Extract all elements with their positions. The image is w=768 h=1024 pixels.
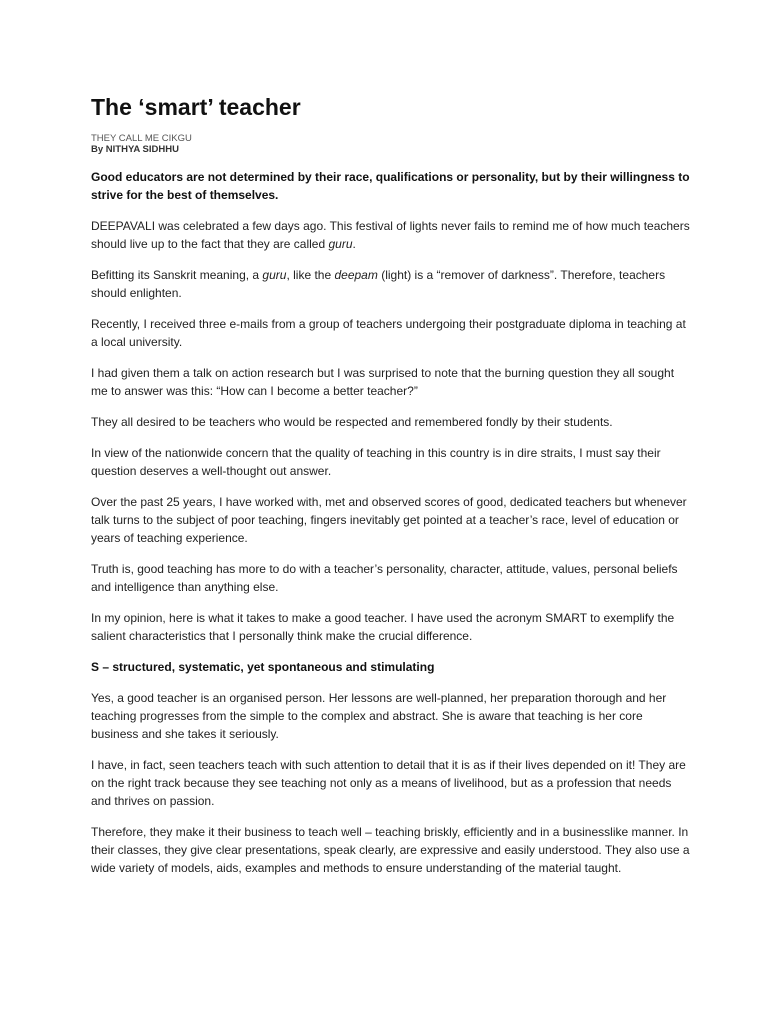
paragraph-4: I had given them a talk on action research but I was surprised to note that the burning question they all sought me to answer was this: “How can I become a better teacher?” bbox=[91, 366, 675, 398]
paragraph-1-text: DEEPAVALI was celebrated a few days ago. This festival of lights never fails to remind me of how much teachers should live up to the fact that they are called bbox=[91, 219, 690, 251]
paragraph-9: In my opinion, here is what it takes to make a good teacher. I have used the acronym SMART to exemplify the salient characteristics that I personally think make the crucial difference. bbox=[91, 611, 675, 643]
paragraph-2-text-b: , like the bbox=[286, 268, 335, 282]
byline: By NITHYA SIDHHU bbox=[91, 144, 179, 155]
paragraph-8: Truth is, good teaching has more to do with a teacher’s personality, character, attitude, values, personal beliefs and intelligence than anything else. bbox=[91, 562, 678, 594]
paragraph-1 bbox=[91, 217, 692, 253]
article-lede: Good educators are not determined by their race, qualifications or personality, but by their willingness to strive for the best of themselves. bbox=[91, 170, 690, 202]
paragraph-3: Recently, I received three e-mails from a group of teachers undergoing their postgraduate diploma in teaching at a local university. bbox=[91, 317, 686, 349]
paragraph-1-end: . bbox=[352, 237, 356, 251]
paragraph-2-italic-deepam: deepam bbox=[334, 268, 378, 282]
paragraph-6: In view of the nationwide concern that the quality of teaching in this country is in dire straits, I must say their question deserves a well-thought out answer. bbox=[91, 446, 661, 478]
paragraph-10: Yes, a good teacher is an organised person. Her lessons are well-planned, her preparation thorough and her teaching progresses from the simple to the complex and abstract. She is aware that teaching is her core business and she takes it seriously. bbox=[91, 691, 667, 741]
paragraph-2 bbox=[91, 266, 692, 302]
paragraph-1-italic: guru bbox=[328, 237, 353, 251]
article-title: The ‘smart’ teacher bbox=[91, 94, 301, 120]
paragraph-2-italic-guru: guru bbox=[262, 268, 287, 282]
section-heading-s: S – structured, systematic, yet spontaneous and stimulating bbox=[91, 660, 435, 674]
paragraph-2-text-a: Befitting its Sanskrit meaning, a bbox=[91, 268, 263, 282]
paragraph-5: They all desired to be teachers who would be respected and remembered fondly by their students. bbox=[91, 415, 613, 429]
paragraph-7: Over the past 25 years, I have worked with, met and observed scores of good, dedicated teachers but whenever talk turns to the subject of poor teaching, fingers inevitably get pointed at a teacher’s race, level of education or years of teaching experience. bbox=[91, 495, 687, 545]
paragraph-12: Therefore, they make it their business to teach well – teaching briskly, efficiently and in a businesslike manner. In their classes, they give clear presentations, speak clearly, are expressive and easily understood. They also use a wide variety of models, aids, examples and methods to ensure understanding of the material taught. bbox=[91, 825, 690, 875]
article-meta bbox=[91, 133, 692, 155]
paragraph-11: I have, in fact, seen teachers teach with such attention to detail that it is as if their lives depended on it! They are on the right track because they see teaching not only as a means of livelihood, but as a profession that needs and thrives on passion. bbox=[91, 758, 686, 808]
paragraph-2-text-c: (light) is a “remover of darkness”. Therefore, teachers should enlighten. bbox=[91, 268, 666, 300]
column-name: THEY CALL ME CIKGU bbox=[91, 133, 192, 144]
